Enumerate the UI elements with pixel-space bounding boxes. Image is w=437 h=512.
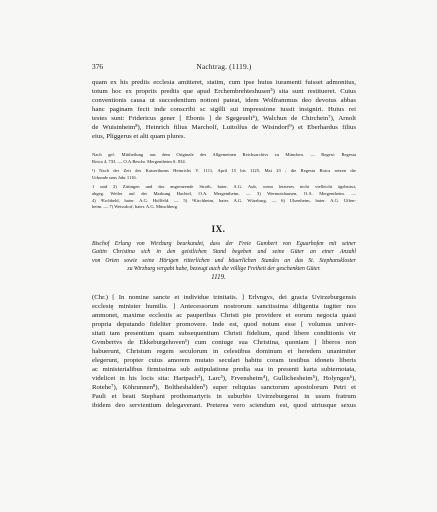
paragraph-continuation: [92, 78, 356, 141]
summary-line: zu Wirzburg vergabt habe, bezeugt auch die völlige Freiheit der geschenkten Güter.: [127, 266, 321, 273]
document-year: 1119.: [211, 273, 226, 281]
text-line: totum hoc ex propriis prediis que apud Erchembrehteshusen⁵) sita sunt restitueret. Cuius: [92, 88, 356, 95]
text-line: sitati tam presentium quam subsequentium Christi fidelium, quod libere conditionis vir: [92, 330, 356, 337]
text-line: ecclesię minister humilis. ] Antecessorum nostrorum sanctissima diligentia iugiter nos: [92, 303, 356, 310]
summary-line: Gattin Christina sich in den geistlichen Stand begeben und seine Güter an einer Anzahl: [92, 249, 356, 256]
text-line: ac ministerialibus firmissima sub astipulatione predia sua in presenti karta subternotata,: [92, 366, 356, 373]
text-line: elegerunt, propter cuius amorem mutato seculari habitu coram testibus idoneis liberis: [92, 357, 356, 364]
text-line: Rotehe⁷), Köhrunnen⁸), Bolthesbalden⁹) super reliquias sanctorum apostolorum Petri et: [92, 384, 356, 391]
text-line: eius, Pliggerus et alii quam plures.: [92, 133, 186, 140]
text-line: habuerunt, Christum regem seculorum in celestibus dominum et heredem unanimiter: [92, 348, 356, 355]
footnote-line: 1 und 2) Zittingen und das angrenzende Stroth, baier. A.G. Aub, wenn letzteres nicht vielleicht ägebstrut,: [92, 184, 356, 190]
text-line: hanc paginam fecit inde conscribi sc sigilli sui impressione iussit insigniri. Huius rei: [92, 106, 356, 113]
footnote-line: 4) ¹Erchbeld, baier. A.G. Hollfeld. — 5) ¹Kirchheim, baier. A.G. Würzburg. — 6) Ulsenheim, baier. A.G. Uffen-: [92, 197, 356, 203]
footnote-line: abgeg. Weiler auf der Markung Hachtel, O.A. Mergentheim. — 3) Wermutshausen, O.A. Mergentheim. —: [92, 190, 356, 196]
page-number: 376: [92, 62, 104, 71]
text-line: (Chr.) [ In nomine sancte et individue trinitatis. ] Erlvngvs, dei gracia Uvirzeburgensis: [92, 294, 356, 301]
footnote-line: Nach gef. Mittheilung aus dem Originale des Allgemeinen Reichsarchivs zu München. — Regest: Regesta: [92, 152, 356, 157]
text-line: conventionis causa ut succedentium notioni pateat, idem Wolframmus deo devotus abbas: [92, 97, 356, 104]
text-line: quam ex his prediis ecclesia amitteret, statim, cum ipse huius iuramenti fuisset admonitus,: [92, 79, 356, 86]
summary-line: von Orten sowie seine Hörigen ritterlichen und bäuerlichen Standes an das St. Stephanskloster: [92, 257, 356, 264]
text-line: Pauli et beati Stephani prothomartyris in suburbio Uvirzeburgensi in usum fratrum: [92, 393, 356, 400]
page-header: [92, 62, 356, 72]
text-line: videlicet in his locis sita: Hartpach²), Larc³), Frvensheim⁴), Gullichesheim⁵), Holyngen⁶),: [92, 375, 356, 382]
text-line: de Wuisinheim⁸), Heinrich filius Marcholf, Luitolfus de Wisindorf⁹) et Eberhardus filius: [92, 124, 356, 131]
section-summary: [92, 240, 356, 274]
text-line: Gvmbertvs de Ekkeburgehoven¹) cum coniuge sua Christina, quoniam ] liberos non: [92, 339, 356, 346]
text-line: ibidem deo servientium delegaverant. Preterea vero sciendum est, quod utriusque sexus: [92, 402, 356, 409]
footnote-line: heim. — 7) Weissdorf, baier. A.G. Münchberg.: [92, 204, 179, 210]
footnotes: [92, 152, 356, 211]
footnote-line: ¹) Nach der Zeit des Kaiserthums Heinrichs V. 1111, April 15 bis 1125, Mai 23 ; die Regesta Boica setzen die: [92, 168, 356, 174]
text-line: ammonet, maxime ecclesiis ac pauperibus Christi pie providere et eorum negocia quasi: [92, 312, 356, 319]
section-number: IX.: [211, 224, 226, 234]
summary-line: Bischof Erlung von Wirzburg beurkundet, dass der Freie Gumbert von Eguarhofen mit seiner: [92, 241, 356, 247]
footnote-line: Urkunde ums Jahr 1116.: [92, 174, 137, 180]
text-line: propria deputando fideliter promovere. Inde est, quod notum esse [ volumus univer-: [92, 321, 356, 328]
running-title: Nachtrag. (1119.): [196, 62, 252, 71]
text-line: testes sunt: Fridericus gener [ Ebonis ] de Sgegeuelt⁶), Walchun de Chirchein⁷), Arnolt: [92, 115, 356, 122]
footnote-line: Boica 4, 733. — O.A.Beschr. Mergentheim S. 834.: [92, 158, 186, 164]
charter-text: [92, 293, 356, 410]
